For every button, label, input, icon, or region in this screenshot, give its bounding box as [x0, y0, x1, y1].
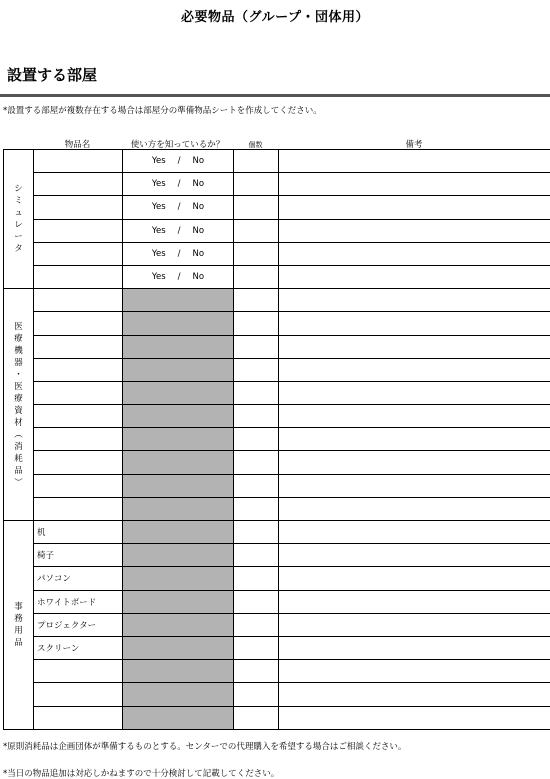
table-row [4, 358, 550, 381]
usage-cell-disabled [123, 567, 234, 590]
same-day-note: *当日の物品追加は対応しかねますので十分検討して記載してください。 [3, 769, 280, 779]
column-header-usage: 使い方を知っているか？ [130, 140, 225, 150]
yes-no-separator: / [177, 156, 181, 167]
table-row [4, 196, 550, 219]
remarks-cell[interactable] [279, 335, 550, 358]
group-char: 事 [14, 601, 23, 612]
group-label-medical [4, 289, 34, 521]
count-cell[interactable] [234, 150, 279, 173]
yes-option[interactable]: Yes [151, 179, 166, 190]
group-char: 機 [14, 345, 23, 356]
usage-yes-no-cell[interactable] [123, 173, 234, 196]
usage-cell-disabled [123, 706, 234, 729]
count-cell[interactable] [234, 219, 279, 242]
item-name-cell[interactable] [34, 312, 123, 335]
count-cell[interactable] [234, 381, 279, 404]
item-name-cell[interactable] [34, 265, 123, 288]
remarks-cell[interactable] [279, 312, 550, 335]
group-char: 品 [14, 637, 23, 648]
table-row [4, 590, 550, 613]
item-name-cell[interactable]: 椅子 [34, 544, 123, 567]
table-row [4, 544, 550, 567]
group-char: 消 [14, 441, 23, 452]
item-name-cell[interactable] [34, 358, 123, 381]
table-row [4, 381, 550, 404]
usage-cell-disabled [123, 521, 234, 544]
table-row [4, 660, 550, 683]
remarks-cell[interactable] [279, 428, 550, 451]
item-name-cell[interactable] [34, 289, 123, 312]
group-char: タ [14, 244, 23, 255]
remarks-cell[interactable] [279, 474, 550, 497]
no-option[interactable]: No [192, 248, 205, 259]
table-row [4, 289, 550, 312]
usage-cell-disabled [123, 683, 234, 706]
table-row [4, 265, 550, 288]
room-section-title: 設置する部屋 [7, 66, 98, 84]
remarks-cell[interactable] [279, 706, 550, 729]
count-cell[interactable] [234, 660, 279, 683]
no-option[interactable]: No [192, 179, 205, 190]
multiple-rooms-note: *設置する部屋が複数存在する場合は部屋分の準備物品シートを作成してください。 [3, 106, 322, 116]
remarks-cell[interactable] [279, 451, 550, 474]
table-row [4, 497, 550, 520]
usage-cell-disabled [123, 474, 234, 497]
group-char: 医 [14, 381, 23, 392]
count-cell[interactable] [234, 544, 279, 567]
remarks-cell[interactable] [279, 150, 550, 173]
no-option[interactable]: No [192, 272, 205, 283]
item-name-cell[interactable] [34, 242, 123, 265]
group-char: 材 [14, 417, 23, 428]
count-cell[interactable] [234, 242, 279, 265]
count-cell[interactable] [234, 428, 279, 451]
usage-cell-disabled [123, 636, 234, 659]
usage-cell-disabled [123, 289, 234, 312]
item-name-cell[interactable] [34, 405, 123, 428]
usage-cell-disabled [123, 497, 234, 520]
table-row [4, 706, 550, 729]
item-name-cell[interactable] [34, 381, 123, 404]
count-cell[interactable] [234, 474, 279, 497]
table-row [4, 521, 550, 544]
remarks-cell[interactable] [279, 636, 550, 659]
item-name-cell[interactable] [34, 706, 123, 729]
remarks-cell[interactable] [279, 219, 550, 242]
group-char: ・ [14, 369, 23, 380]
usage-yes-no-cell[interactable] [123, 265, 234, 288]
usage-cell-disabled [123, 335, 234, 358]
remarks-cell[interactable] [279, 497, 550, 520]
table-row [4, 173, 550, 196]
item-name-cell[interactable]: パソコン [34, 567, 123, 590]
group-char: 耗 [14, 453, 23, 464]
yes-no-separator: / [177, 272, 181, 283]
count-cell[interactable] [234, 451, 279, 474]
item-name-cell[interactable] [34, 150, 123, 173]
count-cell[interactable] [234, 405, 279, 428]
count-cell[interactable] [234, 521, 279, 544]
group-char: 器 [14, 357, 23, 368]
group-char: ︵ [14, 429, 23, 440]
remarks-cell[interactable] [279, 381, 550, 404]
items-table [3, 149, 550, 730]
yes-option[interactable]: Yes [151, 225, 166, 236]
usage-cell-disabled [123, 613, 234, 636]
item-name-cell[interactable] [34, 474, 123, 497]
remarks-cell[interactable] [279, 173, 550, 196]
vertical-group-text [13, 601, 25, 649]
yes-no-separator: / [177, 248, 181, 259]
table-row [4, 335, 550, 358]
table-row [4, 474, 550, 497]
vertical-group-text [13, 183, 25, 255]
column-header-item: 物品名 [64, 140, 91, 150]
remarks-cell[interactable] [279, 683, 550, 706]
item-name-cell[interactable] [34, 451, 123, 474]
table-row [4, 428, 550, 451]
vertical-group-text [13, 321, 25, 489]
table-row [4, 636, 550, 659]
item-name-cell[interactable]: 机 [34, 521, 123, 544]
usage-cell-disabled [123, 428, 234, 451]
item-name-cell[interactable] [34, 335, 123, 358]
consumables-note: *原則消耗品は企画団体が準備するものとする。センターでの代理購入を希望する場合はご相談ください。 [3, 742, 407, 752]
yes-option[interactable]: Yes [151, 272, 166, 283]
usage-cell-disabled [123, 312, 234, 335]
item-name-cell[interactable]: スクリーン [34, 636, 123, 659]
count-cell[interactable] [234, 358, 279, 381]
count-cell[interactable] [234, 590, 279, 613]
group-char: シ [14, 184, 23, 195]
remarks-cell[interactable] [279, 660, 550, 683]
item-name-cell[interactable] [34, 683, 123, 706]
group-char: 資 [14, 405, 23, 416]
count-cell[interactable] [234, 613, 279, 636]
group-char: ー [14, 232, 23, 243]
item-name-cell[interactable] [34, 428, 123, 451]
usage-yes-no-cell[interactable] [123, 150, 234, 173]
page-title: 必要物品（グループ・団体用） [181, 10, 369, 25]
table-row [4, 219, 550, 242]
usage-cell-disabled [123, 590, 234, 613]
usage-cell-disabled [123, 451, 234, 474]
count-cell[interactable] [234, 196, 279, 219]
table-row [4, 567, 550, 590]
usage-yes-no-cell[interactable] [123, 219, 234, 242]
item-name-cell[interactable] [34, 219, 123, 242]
item-name-cell[interactable]: プロジェクター [34, 613, 123, 636]
column-header-count: 個数 [248, 141, 263, 149]
group-char: 務 [14, 613, 23, 624]
group-char: ︶ [14, 477, 23, 488]
usage-cell-disabled [123, 358, 234, 381]
group-label-simulator [4, 150, 34, 289]
group-char: ュ [14, 208, 23, 219]
yes-no-separator: / [177, 225, 181, 236]
remarks-cell[interactable] [279, 289, 550, 312]
count-cell[interactable] [234, 567, 279, 590]
count-cell[interactable] [234, 312, 279, 335]
item-name-cell[interactable] [34, 497, 123, 520]
no-option[interactable]: No [192, 156, 205, 167]
table-row [4, 242, 550, 265]
table-row [4, 150, 550, 173]
remarks-cell[interactable] [279, 521, 550, 544]
count-cell[interactable] [234, 289, 279, 312]
remarks-cell[interactable] [279, 358, 550, 381]
count-cell[interactable] [234, 497, 279, 520]
group-label-office [4, 521, 34, 730]
yes-no-separator: / [177, 179, 181, 190]
table-row [4, 312, 550, 335]
yes-no-separator: / [177, 202, 181, 213]
group-char: 品 [14, 465, 23, 476]
table-row [4, 683, 550, 706]
usage-cell-disabled [123, 544, 234, 567]
usage-yes-no-cell[interactable] [123, 196, 234, 219]
table-row [4, 451, 550, 474]
remarks-cell[interactable] [279, 242, 550, 265]
count-cell[interactable] [234, 265, 279, 288]
usage-cell-disabled [123, 660, 234, 683]
remarks-cell[interactable] [279, 196, 550, 219]
usage-cell-disabled [123, 405, 234, 428]
no-option[interactable]: No [192, 225, 205, 236]
group-char: レ [14, 220, 23, 231]
remarks-cell[interactable] [279, 265, 550, 288]
usage-cell-disabled [123, 381, 234, 404]
table-row [4, 613, 550, 636]
item-name-cell[interactable]: ホワイトボード [34, 590, 123, 613]
table-row [4, 405, 550, 428]
item-name-cell[interactable] [34, 173, 123, 196]
yes-option[interactable]: Yes [151, 202, 166, 213]
group-char: 療 [14, 333, 23, 344]
yes-option[interactable]: Yes [151, 248, 166, 259]
no-option[interactable]: No [192, 202, 205, 213]
remarks-cell[interactable] [279, 567, 550, 590]
group-char: 療 [14, 393, 23, 404]
yes-option[interactable]: Yes [151, 156, 166, 167]
remarks-cell[interactable] [279, 613, 550, 636]
group-char: 医 [14, 321, 23, 332]
group-char: 用 [14, 625, 23, 636]
count-cell[interactable] [234, 335, 279, 358]
item-name-cell[interactable] [34, 660, 123, 683]
remarks-cell[interactable] [279, 544, 550, 567]
remarks-cell[interactable] [279, 405, 550, 428]
section-divider [0, 94, 550, 97]
count-cell[interactable] [234, 173, 279, 196]
count-cell[interactable] [234, 636, 279, 659]
count-cell[interactable] [234, 706, 279, 729]
remarks-cell[interactable] [279, 590, 550, 613]
usage-yes-no-cell[interactable] [123, 242, 234, 265]
column-header-remarks: 備考 [405, 140, 423, 150]
item-name-cell[interactable] [34, 196, 123, 219]
group-char: ミ [14, 196, 23, 207]
count-cell[interactable] [234, 683, 279, 706]
